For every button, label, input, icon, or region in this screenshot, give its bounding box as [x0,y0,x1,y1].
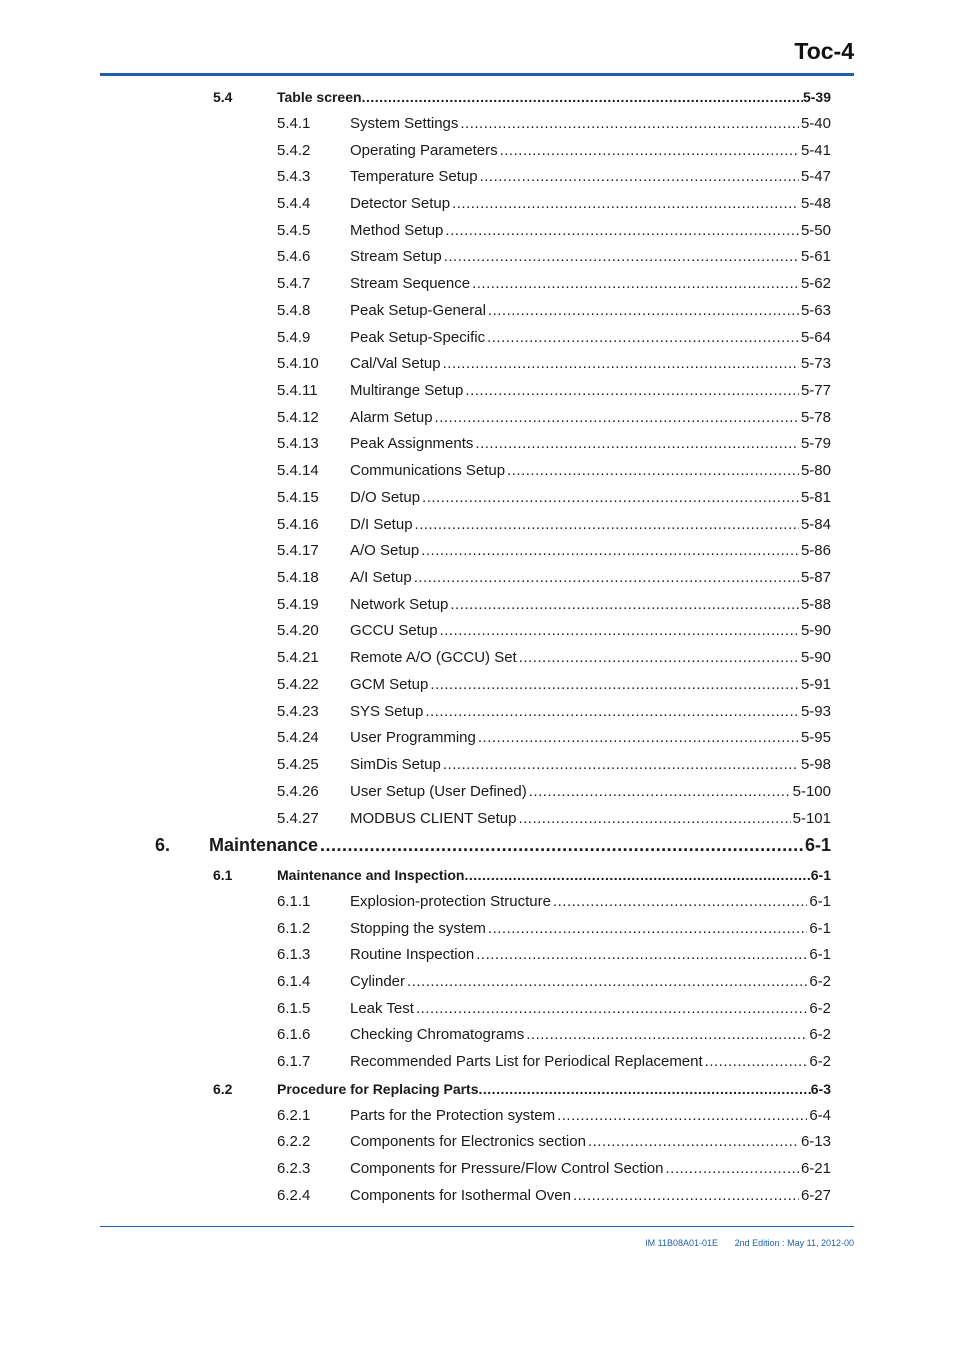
toc-entry-number: 5.4.18 [277,569,319,586]
toc-entry-page: 5-91 [800,676,831,693]
toc-entry-number: 5.4.15 [277,489,319,506]
toc-entry-page: 5-80 [800,462,831,479]
toc-entry-number: 5.4.27 [277,810,319,827]
toc-entry-title: GCCU Setup [350,622,438,639]
toc-entry-title: Network Setup [350,596,449,613]
toc-entry-number: 6.2.3 [277,1160,311,1177]
toc-entry-line [350,702,831,722]
dot-leader [507,461,799,481]
toc-entry-title: Stream Sequence [350,275,471,292]
toc-entry[interactable] [0,381,954,401]
toc-entry-number: 5.4.24 [277,729,319,746]
toc-entry-line [350,755,831,775]
toc-entry-number: 5.4.3 [277,168,311,185]
dot-leader [414,568,799,588]
toc-entry-number: 6.2.1 [277,1107,311,1124]
toc-entry[interactable] [0,755,954,775]
dot-leader [425,702,799,722]
toc-entry-number: 5.4.4 [277,195,311,212]
toc-entry-page: 5-88 [800,596,831,613]
toc-entry-number: 5.4 [213,89,233,105]
toc-entry-line [350,408,831,428]
toc-entry[interactable] [0,919,954,939]
toc-entry[interactable] [0,194,954,214]
toc-entry-page: 6-1 [809,920,831,937]
dot-leader [440,621,799,641]
toc-entry-title: Parts for the Protection system [350,1107,556,1124]
toc-entry-line [277,87,831,107]
toc-entry-line [350,728,831,748]
toc-entry-title: MODBUS CLIENT Setup [350,810,517,827]
toc-entry-number: 6.1.2 [277,920,311,937]
toc-entry-page: 5-100 [792,783,831,800]
toc-entry-page: 5-90 [800,622,831,639]
toc-entry-title: Recommended Parts List for Periodical Replacement [350,1053,703,1070]
toc-entry[interactable] [0,568,954,588]
toc-entry-page: 6-1 [809,946,831,963]
toc-entry-page: 6-2 [809,1026,831,1043]
dot-leader [500,141,799,161]
footer [645,1238,854,1248]
toc-entry-title: Maintenance and Inspection [277,867,465,883]
toc-entry-number: 5.4.14 [277,462,319,479]
dot-leader [422,488,799,508]
dot-leader [476,945,807,965]
toc-entry-number: 5.4.2 [277,142,311,159]
edition-info: 2nd Edition : May 11, 2012-00 [734,1238,854,1248]
toc-entry[interactable] [0,945,954,965]
toc-entry-line [350,621,831,641]
toc-entry[interactable] [0,595,954,615]
toc-entry-number: 5.4.8 [277,302,311,319]
toc-entry-page: 5-78 [800,409,831,426]
toc-entry[interactable] [0,247,954,267]
toc-entry-line [350,892,831,912]
dot-leader [320,833,803,857]
toc-entry-title: Alarm Setup [350,409,433,426]
toc-entry-page: 5-87 [800,569,831,586]
toc-entry[interactable] [0,648,954,668]
toc-entry[interactable] [0,892,954,912]
dot-leader [487,328,799,348]
toc-entry-line [350,488,831,508]
dot-leader [452,194,799,214]
toc-entry-title: A/I Setup [350,569,412,586]
toc-entry[interactable] [0,1186,954,1206]
toc-entry-number: 5.4.6 [277,248,311,265]
toc-entry-number: 6.1.5 [277,1000,311,1017]
toc-entry-page: 5-63 [800,302,831,319]
toc-entry-page: 6-2 [809,1000,831,1017]
toc-entry-line [350,515,831,535]
toc-entry-page: 5-40 [800,115,831,132]
toc-entry-title: Temperature Setup [350,168,478,185]
toc-entry[interactable] [0,865,954,885]
toc-entry-number: 5.4.23 [277,703,319,720]
toc-entry-line [350,675,831,695]
toc-entry-line [350,1159,831,1179]
toc-entry-page: 5-79 [800,435,831,452]
toc-entry[interactable] [0,728,954,748]
toc-entry-page: 6-27 [800,1187,831,1204]
toc-entry-number: 5.4.22 [277,676,319,693]
toc-entry-page: 5-81 [800,489,831,506]
dot-leader [475,434,799,454]
toc-entry-title: Peak Setup-General [350,302,486,319]
dot-leader [529,782,791,802]
dot-leader [553,892,807,912]
toc-entry-page: 5-93 [800,703,831,720]
dot-leader [460,114,799,134]
toc-entry-title: SimDis Setup [350,756,441,773]
toc-entry-number: 5.4.16 [277,516,319,533]
dot-leader [465,381,799,401]
toc-entry-title: D/I Setup [350,516,413,533]
toc-entry[interactable] [0,301,954,321]
toc-entry-page: 5-98 [800,756,831,773]
toc-entry[interactable] [0,434,954,454]
toc-entry-title: Maintenance [209,835,319,855]
toc-entry-title: GCM Setup [350,676,429,693]
toc-entry-title: Components for Isothermal Oven [350,1187,571,1204]
toc-entry[interactable] [0,972,954,992]
toc-entry-page: 5-61 [800,248,831,265]
toc-entry-line [350,194,831,214]
toc-entry-title: Routine Inspection [350,946,475,963]
dot-leader [362,87,803,107]
toc-entry-page: 6-1 [810,867,831,883]
toc-entry-number: 6.1.3 [277,946,311,963]
toc-entry-title: User Programming [350,729,476,746]
dot-leader [488,301,799,321]
page-title: Toc-4 [794,38,854,64]
toc-entry[interactable] [0,833,954,857]
toc-entry-line [350,141,831,161]
toc-entry-page: 5-86 [800,542,831,559]
toc-entry-line [350,247,831,267]
dot-leader [479,1079,811,1099]
toc-entry[interactable] [0,87,954,107]
toc-entry-number: 5.4.5 [277,222,311,239]
toc-entry-number: 5.4.21 [277,649,319,666]
toc-entry[interactable] [0,141,954,161]
toc-entry-line [350,274,831,294]
dot-leader [488,919,807,939]
toc-entry-page: 6-1 [804,835,831,855]
dot-leader [472,274,799,294]
toc-entry-number: 6.1.7 [277,1053,311,1070]
toc-entry-page: 5-73 [800,355,831,372]
toc-entry-number: 5.4.9 [277,329,311,346]
toc-entry[interactable] [0,408,954,428]
toc-entry-line [350,167,831,187]
toc-entry-number: 5.4.17 [277,542,319,559]
toc-entry[interactable] [0,1025,954,1045]
dot-leader [407,972,807,992]
toc-entry-line [350,221,831,241]
doc-id: IM 11B08A01-01E [645,1238,719,1248]
toc-entry-title: Cylinder [350,973,406,990]
toc-entry-number: 6.1.4 [277,973,311,990]
toc-entry[interactable] [0,167,954,187]
toc-entry-title: Stopping the system [350,920,486,937]
toc-entry-number: 6.2.4 [277,1187,311,1204]
toc-entry-title: Procedure for Replacing Parts [277,1081,479,1097]
toc-entry-number: 5.4.26 [277,783,319,800]
toc-entry-line [277,1079,831,1099]
toc-entry-number: 5.4.19 [277,596,319,613]
toc-entry-page: 5-77 [800,382,831,399]
toc-entry-line [350,919,831,939]
toc-entry[interactable] [0,541,954,561]
toc-entry-title: Communications Setup [350,462,506,479]
toc-entry-title: Components for Pressure/Flow Control Section [350,1160,664,1177]
toc-entry-line [350,1186,831,1206]
toc-entry-page: 5-47 [800,168,831,185]
dot-leader [588,1132,799,1152]
dot-leader [573,1186,799,1206]
dot-leader [421,541,799,561]
toc-entry-line [350,595,831,615]
dot-leader [443,354,799,374]
toc-entry[interactable] [0,702,954,722]
toc-entry-line [350,1106,831,1126]
toc-entry[interactable] [0,274,954,294]
dot-leader [450,595,799,615]
toc-entry[interactable] [0,488,954,508]
toc-entry-line [350,354,831,374]
toc-entry-title: Operating Parameters [350,142,498,159]
toc-entry-line [350,1132,831,1152]
toc-entry-number: 5.4.25 [277,756,319,773]
dot-leader [526,1025,807,1045]
toc-entry-page: 5-39 [802,89,831,105]
dot-leader [415,515,799,535]
toc-entry-line [350,648,831,668]
toc-entry-number: 6.2.2 [277,1133,311,1150]
toc-entry[interactable] [0,621,954,641]
toc-entry[interactable] [0,1079,954,1099]
toc-entry-line [350,328,831,348]
toc-entry-line [350,434,831,454]
toc-entry-page: 6-21 [800,1160,831,1177]
toc-entry-page: 5-90 [800,649,831,666]
toc-entry-page: 5-64 [800,329,831,346]
dot-leader [416,999,807,1019]
toc-entry-number: 5.4.11 [277,382,318,399]
toc-entry-title: Leak Test [350,1000,414,1017]
toc-entry-title: A/O Setup [350,542,420,559]
dot-leader [445,221,799,241]
toc-entry-line [350,381,831,401]
toc-entry[interactable] [0,354,954,374]
toc-entry[interactable] [0,675,954,695]
toc-entry-line [350,782,831,802]
toc-entry-title: Stream Setup [350,248,442,265]
toc-entry-page: 5-84 [800,516,831,533]
header-rule [100,73,854,76]
toc-entry-title: Remote A/O (GCCU) Set [350,649,517,666]
toc-entry-title: Table screen [277,89,362,105]
toc-entry-number: 5.4.7 [277,275,311,292]
dot-leader [519,648,799,668]
toc-entry-number: 5.4.10 [277,355,319,372]
dot-leader [518,809,790,829]
toc-entry-title: D/O Setup [350,489,421,506]
toc-entry[interactable] [0,1159,954,1179]
footer-rule [100,1226,854,1227]
dot-leader [557,1106,807,1126]
toc-entry[interactable] [0,114,954,134]
dot-leader [435,408,799,428]
toc-entry-number: 5.4.1 [277,115,311,132]
toc-entry-number: 5.4.13 [277,435,319,452]
toc-entry-number: 6.1.1 [277,893,311,910]
toc-entry-title: Peak Setup-Specific [350,329,486,346]
toc-entry-page: 5-48 [800,195,831,212]
toc-entry-page: 5-50 [800,222,831,239]
toc-entry-title: User Setup (User Defined) [350,783,527,800]
dot-leader [464,865,810,885]
toc-entry-line [350,114,831,134]
toc-entry-page: 6-4 [809,1107,831,1124]
toc-entry-title: Checking Chromatograms [350,1026,525,1043]
dot-leader [443,755,799,775]
toc-entry[interactable] [0,515,954,535]
toc-entry-line [350,461,831,481]
toc-entry-line [350,809,831,829]
dot-leader [444,247,799,267]
toc-entry-line [350,568,831,588]
toc-entry-title: Method Setup [350,222,444,239]
toc-entry-page: 6-2 [809,973,831,990]
toc-entry-title: Multirange Setup [350,382,464,399]
toc-entry-line [350,999,831,1019]
toc-entry-line [350,945,831,965]
toc-entry-line [350,541,831,561]
toc-entry-title: Cal/Val Setup [350,355,441,372]
toc-entry-line [350,1025,831,1045]
toc-entry-page: 6-1 [809,893,831,910]
toc-entry-number: 5.4.12 [277,409,319,426]
toc-entry[interactable] [0,221,954,241]
toc-entry-line [350,1052,831,1072]
toc-entry-title: SYS Setup [350,703,424,720]
toc-entry-number: 6.1 [213,867,233,883]
toc-entry[interactable] [0,1106,954,1126]
toc-entry-line [277,865,831,885]
toc-entry-title: System Settings [350,115,459,132]
toc-entry-title: Detector Setup [350,195,451,212]
toc-entry[interactable] [0,999,954,1019]
toc-entry[interactable] [0,328,954,348]
toc-entry-number: 6. [155,835,171,855]
dot-leader [430,675,799,695]
toc-entry[interactable] [0,461,954,481]
toc-entry-number: 6.2 [213,1081,233,1097]
toc-entry-title: Peak Assignments [350,435,474,452]
toc-entry-page: 5-101 [792,810,831,827]
toc-entry-page: 5-41 [800,142,831,159]
toc-entry-line [350,972,831,992]
toc-entry-line [350,301,831,321]
dot-leader [665,1159,798,1179]
toc-entry[interactable] [0,809,954,829]
toc-entry-number: 5.4.20 [277,622,319,639]
toc-entry-title: Components for Electronics section [350,1133,586,1150]
toc-entry-number: 6.1.6 [277,1026,311,1043]
dot-leader [480,167,799,187]
toc-entry-page: 6-3 [810,1081,831,1097]
dot-leader [705,1052,808,1072]
toc-entry-page: 6-2 [809,1053,831,1070]
dot-leader [478,728,799,748]
toc-entry-page: 5-62 [800,275,831,292]
toc-entry-line [209,833,831,857]
toc-entry-title: Explosion-protection Structure [350,893,551,910]
toc-entry[interactable] [0,1052,954,1072]
toc-entry-page: 6-13 [800,1133,831,1150]
toc-entry[interactable] [0,1132,954,1152]
toc-entry[interactable] [0,782,954,802]
toc-entry-page: 5-95 [800,729,831,746]
